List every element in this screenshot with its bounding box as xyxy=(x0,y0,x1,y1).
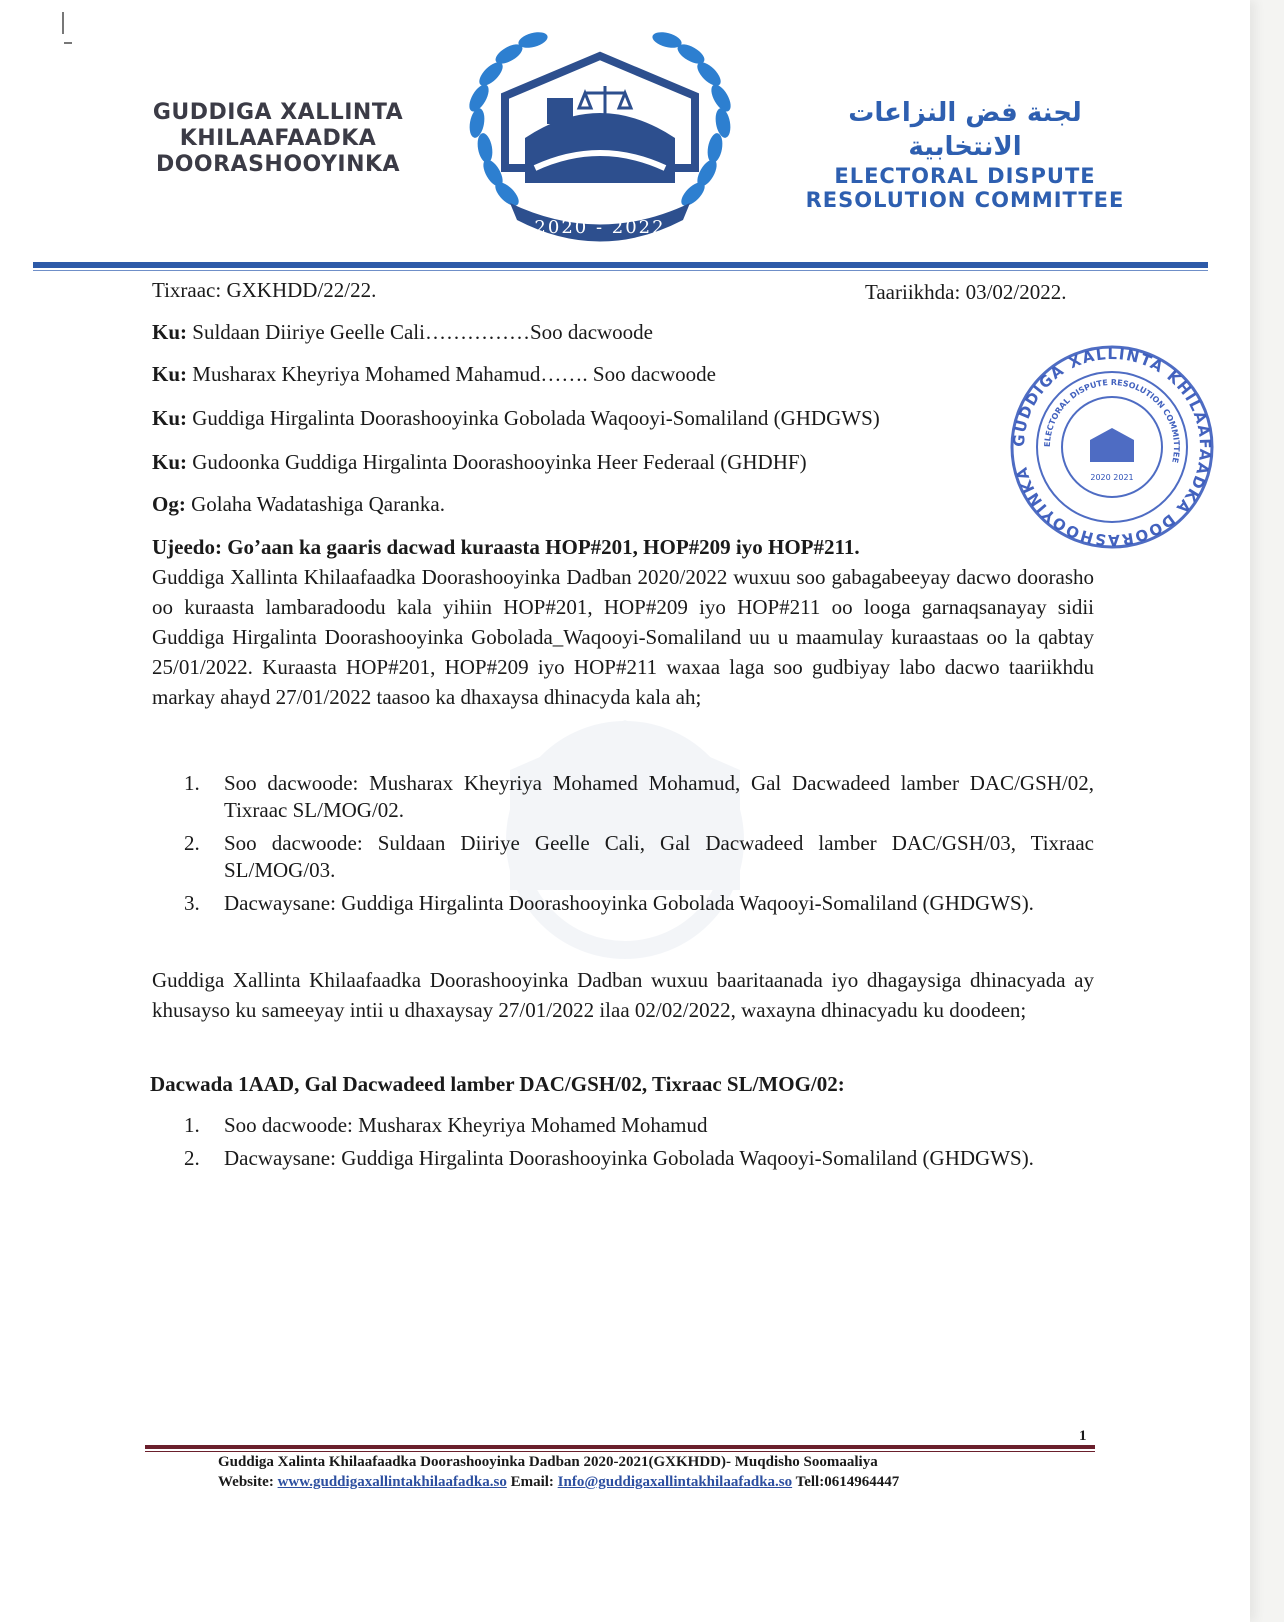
org-right-en-line: RESOLUTION COMMITTEE xyxy=(805,188,1125,212)
list-item xyxy=(184,890,1094,917)
copy-label: Og: xyxy=(152,492,186,516)
email-link[interactable]: Info@guddigaxallintakhilaafadka.so xyxy=(557,1474,793,1490)
logo-years-text: 2020 - 2022 xyxy=(534,217,666,238)
stamp-inner-text: ELECTORAL DISPUTE RESOLUTION COMMITTEE xyxy=(1042,377,1182,464)
org-right-arabic: لجنة فض النزاعات الانتخابية xyxy=(848,98,1082,162)
org-left-line: GUDDIGA XALLINTA xyxy=(152,100,404,125)
list-item xyxy=(184,1112,1094,1139)
header-divider-thin xyxy=(33,270,1208,271)
page-number: 1 xyxy=(1079,1428,1087,1444)
org-right-en-line: ELECTORAL DISPUTE xyxy=(834,164,1096,188)
footer-divider-thin xyxy=(145,1451,1095,1452)
letter-subject: Ujeedo: Go’aan ka gaaris dacwad kuraasta HOP#201, HOP#209 iyo HOP#211. xyxy=(152,535,860,559)
list-text: Soo dacwoode: Musharax Kheyriya Mohamed Mohamud, Gal Dacwadeed lamber DAC/GSH/02, Tixraac SL/MOG/02. xyxy=(224,771,1094,822)
org-name-somali xyxy=(128,100,428,178)
list-text: Soo dacwoode: Suldaan Diiriye Geelle Cali, Gal Dacwadeed lamber DAC/GSH/03, Tixraac SL/MOG/03. xyxy=(224,831,1094,882)
footer-address: Guddiga Xalinta Khilaafaadka Doorashooyinka Dadban 2020-2021(GXKHDD)- Muqdisho Soomaaliya xyxy=(218,1454,878,1470)
list-text: Soo dacwoode: Musharax Kheyriya Mohamed Mohamud xyxy=(224,1113,708,1137)
addressee-line xyxy=(152,450,807,475)
email-label: Email: xyxy=(506,1474,558,1490)
org-name-arabic-english xyxy=(790,96,1140,212)
body-paragraph: Guddiga Xallinta Khilaafaadka Doorashooyinka Dadban wuxuu baaritaanada iyo dhagaysiga dhinacyada ay khusayso ku sameeyay intii u dhaxaysay 27/01/2022 ilaa 02/02/2022, waxayna dhinacyadu ku doodeen; xyxy=(152,968,1094,1022)
list-text: Dacwaysane: Guddiga Hirgalinta Doorashooyinka Gobolada Waqooyi-Somaliland (GHDGWS). xyxy=(224,891,1034,915)
list-number: 1. xyxy=(184,771,200,795)
addressee-text: Suldaan Diiriye Geelle Cali……………Soo dacwoode xyxy=(187,320,654,344)
footer-divider xyxy=(145,1445,1095,1449)
addressee-label: Ku: xyxy=(152,320,188,344)
letter-date: Taariikhda: 03/02/2022. xyxy=(865,280,1067,304)
body-paragraph: Guddiga Xallinta Khilaafaadka Doorashooyinka Dadban 2020/2022 wuxuu soo gabagabeeyay dacwo doorasho oo kuraasta lambaradoodu kala yihiin HOP#201, HOP#209 iyo HOP#211 oo looga garnaqsanayay sidii Guddiga Hirgalinta Doorashooyinka Gobolada_Waqooyi-Somaliland uu u maamulay kuraastaas oo la qabtay 25/01/2022. Kuraasta HOP#201, HOP#209 iyo HOP#211 waxaa laga soo gudbiyay labo dacwo taariikhdu markay ahayd 27/01/2022 taasoo ka dhaxaysa dhinacyda kala ah; xyxy=(152,565,1094,709)
stamp-outer-text: GUDDIGA XALLINTA KHILAAFAADKA DOORASHOOYINKA xyxy=(1009,344,1215,550)
reference-number: Tixraac: GXKHDD/22/22. xyxy=(152,278,377,302)
list-item xyxy=(184,830,1094,884)
list-item xyxy=(184,770,1094,824)
scan-mark xyxy=(64,42,72,44)
list-number: 2. xyxy=(184,831,200,855)
org-left-line: KHILAAFAADKA xyxy=(179,126,377,151)
addressee-line xyxy=(152,362,716,387)
org-left-line: DOORASHOOYINKA xyxy=(155,152,401,177)
list-number: 2. xyxy=(184,1146,200,1170)
addressee-text: Guddiga Hirgalinta Doorashooyinka Gobolada Waqooyi-Somaliland (GHDGWS) xyxy=(187,406,880,430)
addressee-label: Ku: xyxy=(152,406,188,430)
addressee-text: Musharax Kheyriya Mohamed Mahamud……. Soo dacwoode xyxy=(187,362,716,386)
addressee-line xyxy=(152,406,880,431)
addressee-line xyxy=(152,320,653,345)
footer-contacts xyxy=(218,1474,899,1491)
list-item xyxy=(184,1145,1094,1172)
list-number: 1. xyxy=(184,1113,200,1137)
list-number: 3. xyxy=(184,891,200,915)
parties-list xyxy=(184,770,1094,923)
addressee-label: Ku: xyxy=(152,362,188,386)
addressee-label: Ku: xyxy=(152,450,188,474)
case-heading: Dacwada 1AAD, Gal Dacwadeed lamber DAC/GSH/02, Tixraac SL/MOG/02: xyxy=(150,1072,845,1096)
website-link[interactable]: www.guddigaxallintakhilaafadka.so xyxy=(277,1474,507,1490)
official-stamp xyxy=(1005,340,1220,555)
stamp-years: 2020 2021 xyxy=(1090,473,1134,482)
copy-line xyxy=(152,492,445,517)
scan-mark xyxy=(62,12,64,34)
case-parties-list xyxy=(184,1112,1094,1178)
telephone: Tell:0614964447 xyxy=(792,1474,900,1490)
addressee-text: Gudoonka Guddiga Hirgalinta Doorashooyinka Heer Federaal (GHDHF) xyxy=(187,450,807,474)
stamp-emblem-icon xyxy=(1090,428,1134,462)
header-divider xyxy=(33,262,1208,268)
list-text: Dacwaysane: Guddiga Hirgalinta Doorashooyinka Gobolada Waqooyi-Somaliland (GHDGWS). xyxy=(224,1146,1034,1170)
committee-logo xyxy=(455,28,745,253)
ballot-box-icon xyxy=(547,98,573,124)
website-label: Website: xyxy=(218,1474,278,1490)
copy-text: Golaha Wadatashiga Qaranka. xyxy=(185,492,445,516)
